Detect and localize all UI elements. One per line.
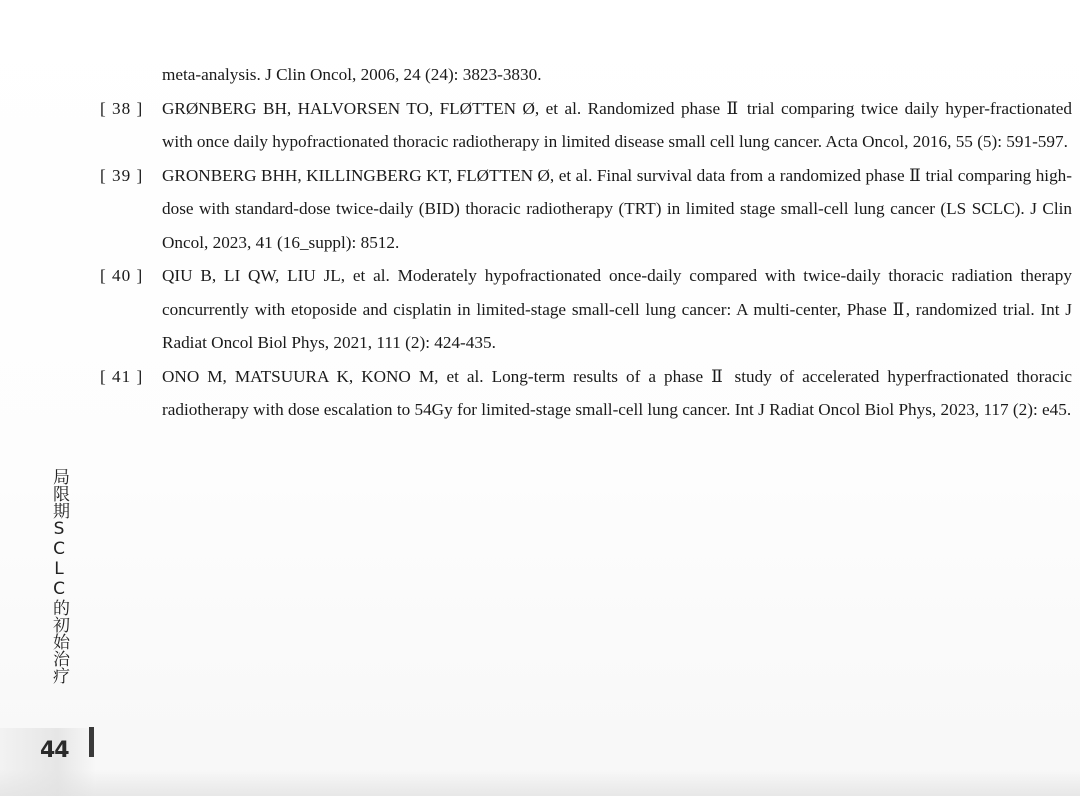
reference-item-39 [100,159,1072,260]
reference-number: [ 38 ] [100,98,144,118]
reference-text: ONO M, MATSUURA K, KONO M, et al. Long-term results of a phase Ⅱ study of accelerated hyperfractionated thoracic radiotherapy with dose escalation to 54Gy for limited-stage small-cell lung cancer. Int J Radiat Oncol Biol Phys, 2023, 117 (2): e45. [162,366,1072,419]
page-number: 44 [40,738,69,763]
page-bottom-shadow [0,770,1080,796]
reference-list [100,58,1072,427]
reference-number: [ 40 ] [100,266,144,285]
reference-text: GRONBERG BHH, KILLINGBERG KT, FLØTTEN Ø, et al. Final survival data from a randomized phase Ⅱ trial comparing high-dose with standard-dose twice-daily (BID) thoracic radiotherapy (TRT) in limited stage small-cell lung cancer (LS SCLC). J Clin Oncol, 2023, 41 (16_suppl): 8512. [162,165,1072,252]
reference-text: GRØNBERG BH, HALVORSEN TO, FLØTTEN Ø, et al. Randomized phase Ⅱ trial comparing twice daily hyper-fractionated with once daily hypofractionated thoracic radiotherapy in limited disease small cell lung cancer. Acta Oncol, 2016, 55 (5): 591-597. [162,98,1072,151]
page-number-marker-bar [89,727,94,757]
side-running-title: 局限期SCLC的初始治疗 [49,468,69,684]
reference-number: [ 39 ] [100,165,144,185]
reference-item-40 [100,259,1072,360]
reference-text: meta-analysis. J Clin Oncol, 2006, 24 (24): 3823-3830. [162,65,542,84]
reference-text: QIU B, LI QW, LIU JL, et al. Moderately hypofractionated once-daily compared with twice-daily thoracic radiation therapy concurrently with etoposide and cisplatin in limited-stage small-cell lung cancer: A multi-center, Phase Ⅱ, randomized trial. Int J Radiat Oncol Biol Phys, 2021, 111 (2): 424-435. [162,266,1072,352]
reference-item-continuation [100,58,1072,92]
reference-number: [ 41 ] [100,366,144,386]
reference-item-38 [100,92,1072,159]
reference-item-41 [100,360,1072,427]
